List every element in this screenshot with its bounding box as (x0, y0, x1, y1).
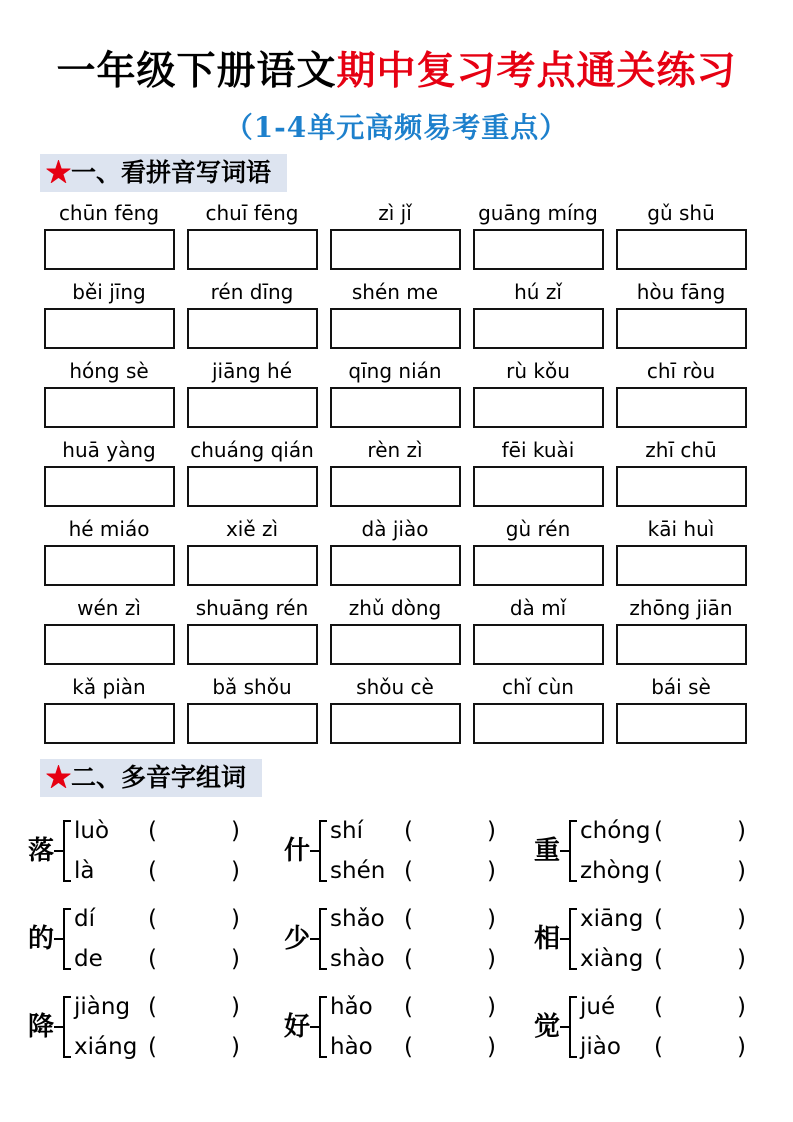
reading-pinyin: jiào (580, 1034, 621, 1060)
connector-line (54, 1026, 63, 1028)
bracket-shape (63, 908, 71, 970)
pinyin-cell (187, 435, 318, 507)
base-character: 降 (28, 1012, 55, 1042)
paren-open: ( (148, 818, 157, 844)
reading-pinyin: hǎo (330, 994, 373, 1020)
paren-open: ( (148, 994, 157, 1020)
reading-pinyin: shào (330, 946, 385, 972)
pinyin-label: jiāng hé (211, 359, 293, 383)
paren-close: ) (231, 818, 240, 844)
reading-row (330, 941, 496, 977)
polyphone-group (534, 809, 760, 893)
pinyin-label: shuāng rén (195, 596, 309, 620)
pinyin-label: huā yàng (62, 438, 156, 462)
pinyin-cell (187, 198, 318, 270)
reading-pinyin: hào (330, 1034, 373, 1060)
reading-pinyin: shǎo (330, 906, 385, 932)
pinyin-cell (187, 356, 318, 428)
page-subtitle: （1-4单元高频易考重点） (224, 111, 569, 144)
pinyin-label: chūn fēng (58, 201, 160, 225)
bracket-shape (569, 820, 577, 882)
paren-close: ) (487, 858, 496, 884)
answer-blank[interactable] (157, 992, 231, 1022)
base-character: 的 (28, 924, 55, 954)
bracket-shape (319, 820, 327, 882)
pinyin-cell (616, 356, 747, 428)
paren-open: ( (654, 906, 663, 932)
reading-row (74, 853, 240, 889)
pinyin-label: hòu fāng (636, 280, 726, 304)
answer-box[interactable] (330, 466, 461, 507)
answer-box[interactable] (616, 545, 747, 586)
reading-pinyin: luò (74, 818, 110, 844)
pinyin-label: gù rén (505, 517, 571, 541)
paren-close: ) (231, 858, 240, 884)
bracket-shape (569, 908, 577, 970)
pinyin-label: chǐ cùn (502, 675, 574, 699)
readings-column (74, 809, 240, 893)
answer-blank[interactable] (157, 816, 231, 846)
section-header-2 (40, 759, 262, 797)
pinyin-cell (616, 198, 747, 270)
reading-row (580, 901, 746, 937)
pinyin-label: bái sè (651, 675, 711, 699)
pinyin-label: chuáng qián (190, 438, 314, 462)
reading-row (330, 901, 496, 937)
answer-box[interactable] (473, 624, 604, 665)
answer-box[interactable] (616, 624, 747, 665)
section-1-label: 一、看拼音写词语 (71, 158, 272, 187)
pinyin-cell (44, 356, 175, 428)
pinyin-label: kǎ piàn (72, 675, 146, 699)
pinyin-row (44, 356, 750, 428)
answer-box[interactable] (187, 466, 318, 507)
base-character: 什 (284, 836, 311, 866)
paren-open: ( (148, 858, 157, 884)
pinyin-label: xiě zì (225, 517, 279, 541)
bracket-shape (319, 908, 327, 970)
pinyin-label: hé miáo (68, 517, 150, 541)
paren-open: ( (404, 946, 413, 972)
pinyin-cell (473, 198, 604, 270)
answer-blank[interactable] (413, 816, 487, 846)
polyphone-group (284, 809, 534, 893)
paren-open: ( (148, 1034, 157, 1060)
reading-row (330, 989, 496, 1025)
base-character: 相 (534, 924, 561, 954)
base-character: 落 (28, 836, 55, 866)
pinyin-cell (330, 198, 461, 270)
pinyin-cell (44, 435, 175, 507)
bracket-shape (63, 996, 71, 1058)
answer-blank[interactable] (413, 992, 487, 1022)
connector-line (54, 850, 63, 852)
pinyin-label: chuī fēng (205, 201, 299, 225)
paren-close: ) (487, 1034, 496, 1060)
answer-box[interactable] (616, 229, 747, 270)
paren-open: ( (654, 994, 663, 1020)
readings-column (580, 897, 746, 981)
reading-row (580, 941, 746, 977)
answer-box[interactable] (330, 545, 461, 586)
answer-blank[interactable] (157, 856, 231, 886)
pinyin-row (44, 672, 750, 744)
answer-box[interactable] (616, 308, 747, 349)
pinyin-label: guāng míng (478, 201, 598, 225)
pinyin-label: kāi huì (647, 517, 715, 541)
readings-column (330, 809, 496, 893)
paren-close: ) (231, 994, 240, 1020)
reading-row (330, 1029, 496, 1065)
pinyin-grid (44, 198, 750, 744)
reading-row (330, 813, 496, 849)
pinyin-label: rèn zì (367, 438, 423, 462)
connector-line (310, 850, 319, 852)
answer-box[interactable] (473, 545, 604, 586)
connector-line (54, 938, 63, 940)
answer-blank[interactable] (663, 904, 737, 934)
reading-row (580, 853, 746, 889)
pinyin-cell (473, 435, 604, 507)
answer-box[interactable] (473, 466, 604, 507)
pinyin-row (44, 514, 750, 586)
answer-box[interactable] (473, 308, 604, 349)
star-icon: ★ (46, 158, 72, 187)
paren-close: ) (737, 946, 746, 972)
pinyin-label: dà jiào (361, 517, 429, 541)
reading-pinyin: chóng (580, 818, 651, 844)
paren-open: ( (404, 818, 413, 844)
answer-blank[interactable] (413, 856, 487, 886)
polyphone-group (534, 985, 760, 1069)
connector-line (560, 1026, 569, 1028)
pinyin-label: shǒu cè (356, 675, 434, 699)
paren-close: ) (737, 1034, 746, 1060)
paren-open: ( (404, 1034, 413, 1060)
pinyin-cell (44, 672, 175, 744)
pinyin-cell (616, 435, 747, 507)
reading-pinyin: jiàng (74, 994, 131, 1020)
answer-blank[interactable] (413, 1032, 487, 1062)
paren-close: ) (737, 818, 746, 844)
pinyin-row (44, 593, 750, 665)
pinyin-label: dà mǐ (509, 596, 567, 620)
answer-blank[interactable] (663, 944, 737, 974)
reading-pinyin: shí (330, 818, 363, 844)
polyphone-group (534, 897, 760, 981)
paren-open: ( (654, 1034, 663, 1060)
pinyin-cell (330, 593, 461, 665)
section-2-label: 二、多音字组词 (71, 763, 247, 792)
reading-row (580, 989, 746, 1025)
reading-row (580, 1029, 746, 1065)
answer-box[interactable] (330, 387, 461, 428)
reading-pinyin: jué (580, 994, 616, 1020)
title-red-part: 期中复习考点通关练习 (336, 48, 737, 94)
answer-box[interactable] (616, 387, 747, 428)
paren-open: ( (148, 946, 157, 972)
answer-blank[interactable] (157, 944, 231, 974)
pinyin-cell (44, 593, 175, 665)
pinyin-label: gǔ shū (647, 201, 715, 225)
pinyin-label: wén zì (77, 596, 141, 620)
readings-column (74, 897, 240, 981)
answer-blank[interactable] (663, 856, 737, 886)
connector-line (560, 938, 569, 940)
pinyin-label: zhōng jiān (629, 596, 733, 620)
answer-box[interactable] (473, 229, 604, 270)
answer-box[interactable] (187, 624, 318, 665)
reading-row (74, 813, 240, 849)
connector-line (310, 938, 319, 940)
answer-box[interactable] (187, 308, 318, 349)
paren-close: ) (737, 994, 746, 1020)
base-character: 少 (284, 924, 311, 954)
answer-box[interactable] (44, 308, 175, 349)
bracket-shape (63, 820, 71, 882)
answer-box[interactable] (473, 387, 604, 428)
pinyin-cell (44, 198, 175, 270)
polyphone-grid (28, 809, 793, 1069)
pinyin-row (44, 198, 750, 270)
reading-pinyin: xiāng (580, 906, 644, 932)
answer-box[interactable] (44, 703, 175, 744)
pinyin-cell (187, 514, 318, 586)
pinyin-cell (473, 277, 604, 349)
pinyin-cell (616, 514, 747, 586)
pinyin-cell (330, 672, 461, 744)
answer-blank[interactable] (157, 1032, 231, 1062)
answer-box[interactable] (616, 466, 747, 507)
paren-close: ) (231, 946, 240, 972)
base-character: 觉 (534, 1012, 561, 1042)
answer-box[interactable] (187, 229, 318, 270)
base-character: 好 (284, 1012, 311, 1042)
paren-close: ) (231, 906, 240, 932)
polyphone-group (28, 985, 284, 1069)
paren-open: ( (654, 946, 663, 972)
pinyin-label: rén dīng (210, 280, 294, 304)
paren-close: ) (737, 906, 746, 932)
pinyin-label: chī ròu (646, 359, 716, 383)
pinyin-label: zì jǐ (378, 201, 412, 225)
pinyin-cell (44, 277, 175, 349)
pinyin-cell (473, 356, 604, 428)
paren-open: ( (404, 858, 413, 884)
answer-box[interactable] (330, 624, 461, 665)
connector-line (560, 850, 569, 852)
pinyin-cell (330, 277, 461, 349)
readings-column (330, 985, 496, 1069)
paren-open: ( (654, 858, 663, 884)
answer-blank[interactable] (413, 904, 487, 934)
paren-close: ) (487, 818, 496, 844)
answer-box[interactable] (473, 703, 604, 744)
pinyin-cell (187, 277, 318, 349)
answer-blank[interactable] (663, 992, 737, 1022)
reading-row (330, 853, 496, 889)
pinyin-cell (44, 514, 175, 586)
paren-open: ( (148, 906, 157, 932)
pinyin-cell (330, 514, 461, 586)
answer-box[interactable] (330, 229, 461, 270)
bracket-shape (569, 996, 577, 1058)
pinyin-label: zhī chū (645, 438, 717, 462)
pinyin-cell (187, 593, 318, 665)
pinyin-cell (187, 672, 318, 744)
reading-pinyin: xiáng (74, 1034, 138, 1060)
answer-blank[interactable] (663, 1032, 737, 1062)
pinyin-label: shén me (351, 280, 439, 304)
star-icon: ★ (46, 763, 72, 792)
pinyin-cell (473, 672, 604, 744)
readings-column (580, 809, 746, 893)
pinyin-label: běi jīng (72, 280, 146, 304)
paren-open: ( (654, 818, 663, 844)
answer-box[interactable] (330, 308, 461, 349)
polyphone-group (284, 985, 534, 1069)
reading-pinyin: de (74, 946, 103, 972)
bracket-shape (319, 996, 327, 1058)
base-character: 重 (534, 836, 561, 866)
reading-row (74, 1029, 240, 1065)
answer-box[interactable] (330, 703, 461, 744)
answer-box[interactable] (44, 545, 175, 586)
pinyin-cell (616, 277, 747, 349)
pinyin-label: bǎ shǒu (212, 675, 292, 699)
pinyin-row (44, 277, 750, 349)
reading-pinyin: shén (330, 858, 386, 884)
paren-close: ) (487, 906, 496, 932)
pinyin-row (44, 435, 750, 507)
readings-column (74, 985, 240, 1069)
answer-box[interactable] (187, 387, 318, 428)
reading-row (74, 941, 240, 977)
polyphone-group (28, 897, 284, 981)
reading-pinyin: là (74, 858, 95, 884)
pinyin-label: qīng nián (348, 359, 442, 383)
answer-box[interactable] (187, 703, 318, 744)
page-title (0, 0, 793, 96)
reading-pinyin: xiàng (580, 946, 644, 972)
answer-box[interactable] (616, 703, 747, 744)
paren-close: ) (231, 1034, 240, 1060)
reading-pinyin: dí (74, 906, 96, 932)
section-header-1 (40, 154, 287, 192)
answer-box[interactable] (187, 545, 318, 586)
reading-row (74, 989, 240, 1025)
reading-row (580, 813, 746, 849)
pinyin-label: hú zǐ (514, 280, 562, 304)
readings-column (580, 985, 746, 1069)
pinyin-cell (330, 356, 461, 428)
pinyin-label: fēi kuài (501, 438, 575, 462)
paren-open: ( (404, 994, 413, 1020)
answer-box[interactable] (44, 624, 175, 665)
pinyin-cell (616, 672, 747, 744)
title-black-part: 一年级下册语文 (56, 48, 337, 94)
pinyin-cell (473, 593, 604, 665)
reading-row (74, 901, 240, 937)
pinyin-label: zhǔ dòng (348, 596, 442, 620)
connector-line (310, 1026, 319, 1028)
readings-column (330, 897, 496, 981)
paren-open: ( (404, 906, 413, 932)
paren-close: ) (737, 858, 746, 884)
answer-box[interactable] (44, 229, 175, 270)
answer-blank[interactable] (413, 944, 487, 974)
answer-box[interactable] (44, 387, 175, 428)
answer-blank[interactable] (157, 904, 231, 934)
answer-blank[interactable] (663, 816, 737, 846)
reading-pinyin: zhòng (580, 858, 650, 884)
polyphone-group (28, 809, 284, 893)
pinyin-label: hóng sè (69, 359, 149, 383)
pinyin-cell (616, 593, 747, 665)
pinyin-cell (330, 435, 461, 507)
answer-box[interactable] (44, 466, 175, 507)
paren-close: ) (487, 994, 496, 1020)
paren-close: ) (487, 946, 496, 972)
pinyin-cell (473, 514, 604, 586)
pinyin-label: rù kǒu (506, 359, 570, 383)
polyphone-group (284, 897, 534, 981)
